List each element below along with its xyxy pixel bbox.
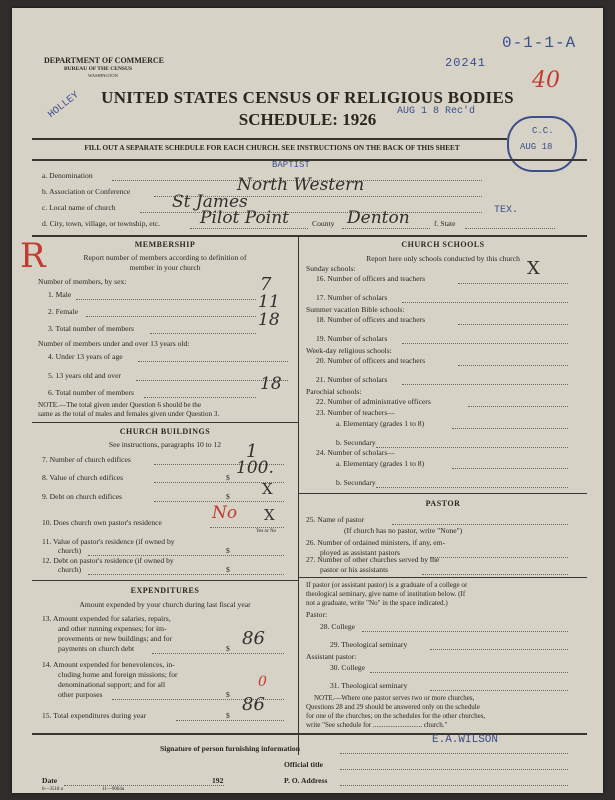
q14-line-2: cluding home and foreign missions; for	[58, 670, 178, 679]
q21-label: 21. Number of scholars	[316, 375, 388, 384]
q1-label: 1. Male	[48, 290, 72, 299]
q3-line	[150, 333, 256, 334]
q19-label: 19. Number of scholars	[316, 334, 388, 343]
q10-value: No	[212, 503, 238, 523]
q29-label: 29. Theological seminary	[330, 640, 408, 649]
q23b-label: b. Secondary	[336, 438, 376, 447]
signature-stamp: E.A.WILSON	[432, 734, 499, 746]
membership-rule	[32, 422, 298, 423]
code-stamp: 0-1-1-A	[502, 34, 577, 52]
q23a-line	[452, 428, 568, 429]
q31-line	[430, 690, 568, 691]
q14-value: 0	[258, 674, 267, 690]
q24b-label: b. Secondary	[336, 478, 376, 487]
q7-value: 1	[246, 441, 258, 462]
city-line	[190, 228, 308, 229]
header-rule	[32, 138, 507, 140]
q24b-line	[376, 487, 568, 488]
graduate-line-3: not a graduate, write "No" in the space indicated.)	[306, 599, 448, 607]
schools-rule	[299, 493, 587, 494]
q12-line	[88, 574, 284, 575]
q9-dollar: $	[226, 492, 230, 501]
q9-label: 9. Debt on church edifices	[42, 492, 122, 501]
q10-line	[210, 527, 284, 528]
po-address-label: P. O. Address	[284, 776, 328, 785]
q29-line	[430, 649, 568, 650]
q24-label: 24. Number of scholars—	[316, 448, 395, 457]
q24a-label: a. Elementary (grades 1 to 8)	[336, 459, 425, 468]
q4-line	[138, 361, 288, 362]
q3-value: 18	[258, 310, 280, 330]
form-number-stamp: 20241	[445, 56, 487, 70]
summer-schools-label: Summer vacation Bible schools:	[306, 305, 405, 314]
q1-value: 7	[260, 274, 272, 295]
q18-label: 18. Number of officers and teachers	[316, 315, 426, 324]
pastor-note-1: NOTE.—Where one pastor serves two or more churches,	[314, 694, 475, 702]
parochial-schools-label: Parochial schools:	[306, 387, 362, 396]
state-line	[465, 228, 555, 229]
received-stamp: AUG 1 8 Rec'd	[397, 106, 476, 117]
pastor-sub-label: Pastor:	[306, 610, 328, 619]
buildings-sub: See instructions, paragraphs 10 to 12	[108, 440, 222, 449]
census-schedule-sheet	[12, 8, 603, 793]
signature-label: Signature of person furnishing information	[160, 744, 300, 753]
association-label: b. Association or Conference	[42, 187, 131, 196]
q3-label: 3. Total number of members	[48, 324, 135, 333]
expenditures-title: EXPENDITURES	[130, 586, 200, 595]
q19-line	[402, 343, 568, 344]
q26-label-2: ployed as assistant pastors	[320, 548, 400, 557]
q21-line	[402, 384, 568, 385]
by-sex-label: Number of members, by sex:	[38, 277, 127, 286]
county-line	[342, 228, 430, 229]
q6-label: 6. Total number of members	[48, 388, 135, 397]
instruction-line: FILL OUT A SEPARATE SCHEDULE FOR EACH CHURCH. SEE INSTRUCTIONS ON THE BACK OF THIS SHEET	[84, 144, 460, 152]
q13-line	[152, 653, 284, 654]
schedule-title: SCHEDULE: 1926	[238, 110, 377, 129]
footer-top-rule	[32, 733, 587, 735]
q13-line-2: and other running expenses; for im-	[58, 624, 167, 633]
membership-intro-1: Report number of members according to definition of	[83, 253, 247, 262]
year-label: 192	[212, 776, 224, 785]
q16-line	[458, 283, 568, 284]
q14-line-3: denominational support; and for all	[58, 680, 166, 689]
q15-dollar: $	[226, 711, 230, 720]
red-count-mark: 40	[532, 68, 560, 93]
section-top-rule	[32, 235, 587, 237]
denomination-value: BAPTIST	[272, 160, 310, 170]
q12-label-2: church)	[58, 565, 82, 574]
q28-line	[362, 631, 568, 632]
q12-dollar: $	[226, 565, 230, 574]
print-number: 11—9064a	[102, 787, 125, 792]
q28-label: 28. College	[320, 622, 356, 631]
seal-date: AUG 18	[520, 142, 553, 152]
date-line	[64, 785, 224, 786]
q15-label: 15. Total expenditures during year	[42, 711, 147, 720]
pastor-note-3: for one of the churches; on the schedules for the other churches,	[306, 712, 486, 720]
q20-label: 20. Number of officers and teachers	[316, 356, 426, 365]
association-value: North Western	[237, 175, 365, 195]
buildings-title: CHURCH BUILDINGS	[119, 427, 211, 436]
form-number: 6—3518 a	[42, 787, 63, 792]
q16-label: 16. Number of officers and teachers	[316, 274, 426, 283]
q13-dollar: $	[226, 644, 230, 653]
membership-intro-2: member in your church	[129, 263, 201, 272]
official-title-line	[340, 769, 568, 770]
q2-value: 11	[258, 292, 280, 312]
q9-value: X	[262, 480, 273, 498]
weekday-schools-label: Week-day religious schools:	[306, 346, 392, 355]
city-label: d. City, town, village, or township, etc.	[42, 219, 161, 228]
q6-line	[144, 397, 256, 398]
date-label: Date	[42, 776, 58, 785]
state-value: TEX.	[494, 205, 519, 216]
q27-label-1: 27. Number of other churches served by the	[306, 555, 440, 564]
q20-line	[458, 365, 568, 366]
graduate-line-2: theological seminary, give name of institution below. (If	[306, 590, 466, 598]
q2-line	[86, 316, 256, 317]
county-value: Denton	[347, 208, 410, 228]
pastor-note-2: Questions 28 and 29 should be answered only on the schedule	[306, 703, 480, 711]
q13-line-4: payments on church debt	[58, 644, 135, 653]
signature-line	[340, 753, 568, 754]
denomination-label: a. Denomination	[42, 171, 93, 180]
red-margin-mark: R	[20, 236, 46, 276]
q11-label-2: church)	[58, 546, 82, 555]
county-label: County	[312, 219, 335, 228]
po-address-line	[340, 785, 568, 786]
q10-label: 10. Does church own pastor's residence	[42, 518, 162, 527]
q11-dollar: $	[226, 546, 230, 555]
department-label: DEPARTMENT OF COMMERCE	[44, 56, 165, 65]
q14-dollar: $	[226, 690, 230, 699]
q17-label: 17. Number of scholars	[316, 293, 388, 302]
local-name-value: St James	[172, 192, 248, 212]
seal-top-text: C.C.	[532, 126, 554, 136]
holley-stamp: HOLLEY	[46, 90, 82, 121]
q8-dollar: $	[226, 473, 230, 482]
q5-label: 5. 13 years old and over	[48, 371, 121, 380]
q30-line	[370, 672, 568, 673]
q6-value: 18	[260, 374, 282, 394]
bureau-label: BUREAU OF THE CENSUS	[64, 66, 133, 72]
q16-value: X	[527, 258, 540, 279]
q2-label: 2. Female	[48, 307, 78, 316]
assistant-pastor-label: Assistant pastor:	[306, 652, 357, 661]
state-label: f. State	[434, 219, 456, 228]
q9-line	[154, 501, 284, 502]
q23a-label: a. Elementary (grades 1 to 8)	[336, 419, 425, 428]
q13-line-1: 13. Amount expended for salaries, repairs,	[42, 614, 171, 623]
q25-label: 25. Name of pastor	[306, 515, 365, 524]
q22-line	[468, 406, 568, 407]
q25-sub: (If church has no pastor, write "None")	[344, 526, 463, 535]
q26-label-1: 26. Number of ordained ministers, if any, em-	[306, 538, 446, 547]
q31-label: 31. Theological seminary	[330, 681, 408, 690]
q11-label-1: 11. Value of pastor's residence (if owned by	[42, 537, 175, 546]
q1-line	[76, 299, 256, 300]
column-divider	[298, 235, 299, 755]
official-title-label: Official title	[284, 760, 324, 769]
q13-value: 86	[242, 628, 265, 649]
q14-line-1: 14. Amount expended for benevolences, in-	[42, 660, 175, 669]
q27-line	[422, 574, 568, 575]
q15-value: 86	[242, 694, 265, 715]
q15-line	[176, 720, 284, 721]
expenditures-sub: Amount expended by your church during last fiscal year	[79, 600, 251, 609]
city-label: WASHINGTON	[88, 73, 118, 78]
q17-line	[402, 302, 568, 303]
q13-line-3: provements or new buildings; and for	[58, 634, 173, 643]
pastor-note-4: write "See schedule for ............................ church."	[306, 721, 448, 729]
q22-label: 22. Number of administrative officers	[316, 397, 431, 406]
local-name-label: c. Local name of church	[42, 203, 116, 212]
q14-line-4: other purposes	[58, 690, 103, 699]
schools-sub: Report here only schools conducted by this church	[366, 254, 520, 263]
q23-label: 23. Number of teachers—	[316, 408, 395, 417]
q26-line	[430, 557, 568, 558]
sunday-schools-label: Sunday schools:	[306, 264, 356, 273]
city-value: Pilot Point	[200, 208, 289, 228]
by-age-label: Number of members under and over 13 years old:	[38, 339, 190, 348]
schools-title: CHURCH SCHOOLS	[401, 240, 485, 249]
q8-label: 8. Value of church edifices	[42, 473, 124, 482]
buildings-rule	[32, 580, 298, 581]
q30-label: 30. College	[330, 663, 366, 672]
membership-note-2: same as the total of males and females given under Question 3.	[38, 410, 220, 418]
membership-note-1: NOTE.—The total given under Question 6 should be the	[38, 401, 202, 409]
local-name-line	[140, 212, 482, 213]
q10-x-mark: X	[264, 506, 275, 524]
membership-title: MEMBERSHIP	[134, 240, 196, 249]
graduate-line-1: If pastor (or assistant pastor) is a graduate of a college or	[306, 581, 468, 589]
q23b-line	[376, 447, 568, 448]
q4-label: 4. Under 13 years of age	[48, 352, 123, 361]
q18-line	[458, 324, 568, 325]
pastor-title: PASTOR	[425, 499, 461, 508]
q25-line	[392, 524, 568, 525]
q24a-line	[452, 468, 568, 469]
q12-label-1: 12. Debt on pastor's residence (if owned by	[42, 556, 174, 565]
q27-label-2: pastor or his assistants	[320, 565, 389, 574]
form-title: UNITED STATES CENSUS OF RELIGIOUS BODIES	[101, 88, 514, 107]
q7-label: 7. Number of church edifices	[42, 455, 131, 464]
yes-no-hint: Yes or No	[256, 529, 277, 534]
pastor-rule	[299, 577, 587, 578]
q8-value: 100.	[236, 458, 274, 478]
